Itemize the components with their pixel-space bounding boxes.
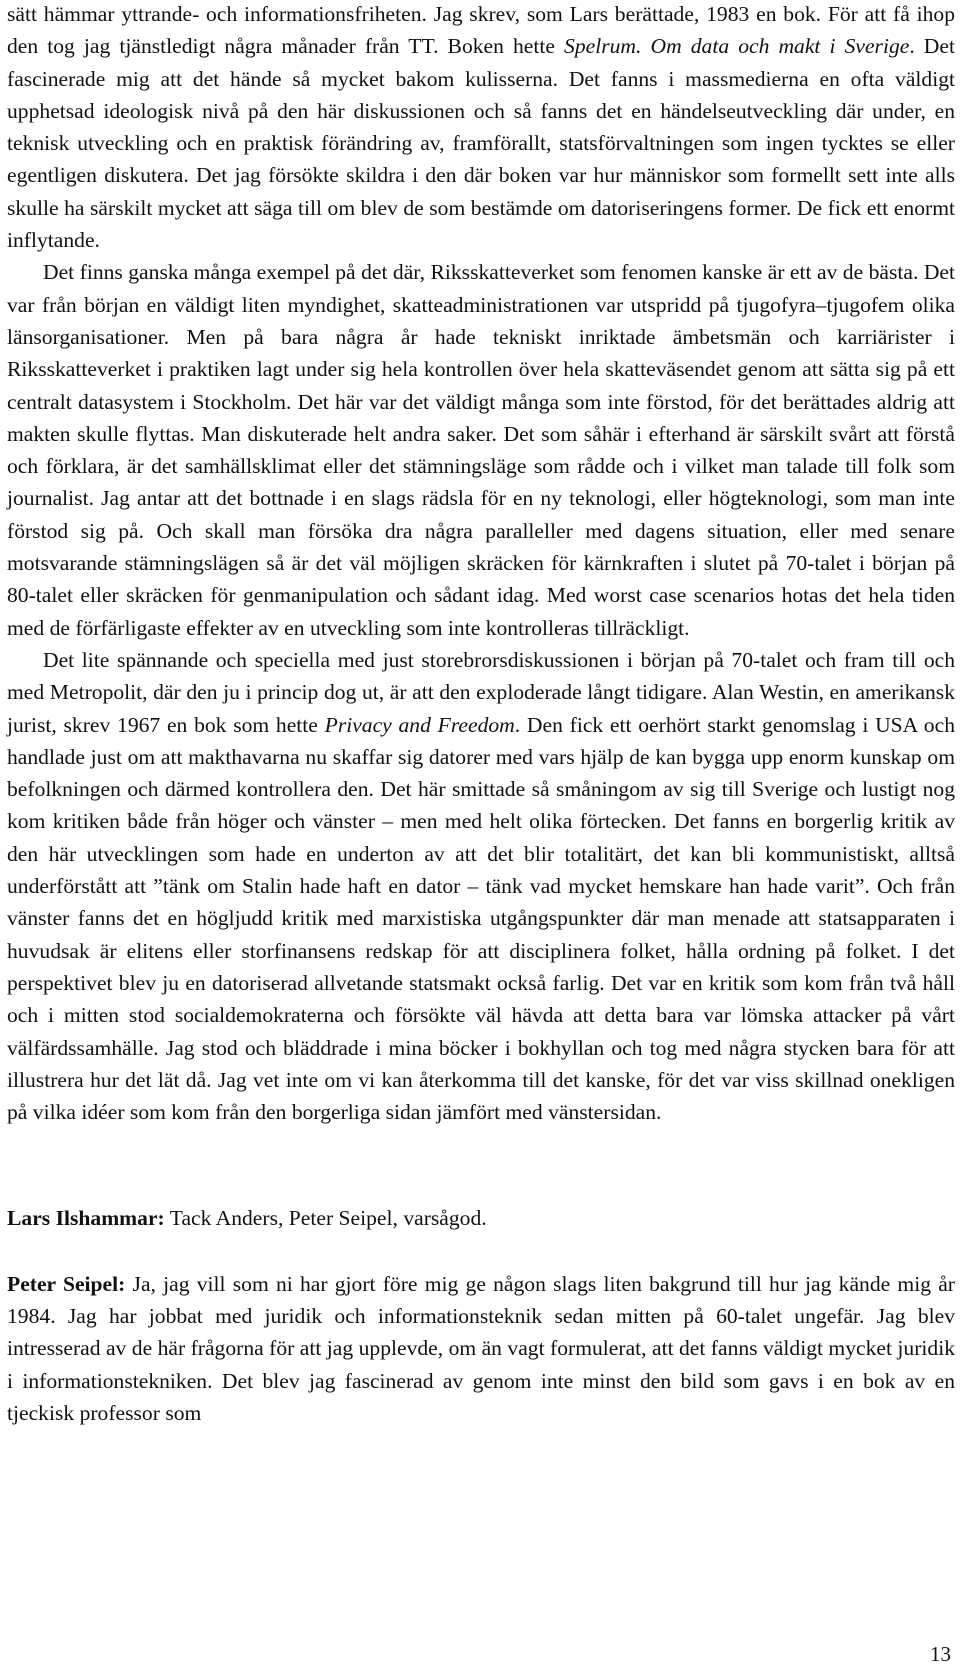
book-title-privacy-and-freedom: Privacy and Freedom — [324, 712, 515, 737]
paragraph-1-part-1: sätt hämmar yttrande- och informationsfriheten. Jag skrev, som Lars berättade, 1983 en bok. För att få ihop den tog jag tjänstledigt några månader från TT. Boken hette — [7, 2, 955, 59]
book-title-spelrum: Spelrum. Om data och makt i Sverige — [564, 34, 910, 59]
paragraph-1 — [7, 0, 955, 256]
speech-text: Ja, jag vill som ni har gjort före mig ge någon slags liten bakgrund till hur jag kände mig år 1984. Jag har jobbat med juridik och informationsteknik sedan mitten på 60-talet ungefär. Jag blev intresserad av de här frågorna för att jag upplevde, om än vagt formulerat, att det fanns väldigt mycket juridik i informationstekniken. Det blev jag fascinerad av genom inte minst den bild som gavs i en bok av en tjeckisk professor som — [7, 1271, 955, 1425]
document-page — [7, 0, 955, 1429]
speaker-name: Lars Ilshammar: — [7, 1206, 165, 1231]
speech-text: Tack Anders, Peter Seipel, varsågod. — [164, 1206, 487, 1231]
spacer — [7, 1128, 955, 1202]
speech-lars-ilshammar — [7, 1202, 955, 1234]
spacer — [7, 1235, 955, 1268]
paragraph-3-part-1: Det lite spännande och speciella med just storebrorsdiskussionen i början på 70-talet och fram till och med Metropolit, där den ju i princip dog ut, är att den exploderade långt tidigare. Alan Westin, en amerikansk jurist, skrev 1967 en bok som hette — [7, 647, 955, 737]
paragraph-3 — [7, 644, 955, 1128]
paragraph-2: Det finns ganska många exempel på det där, Riksskatteverket som fenomen kanske är ett av de bästa. Det var från början en väldigt liten myndighet, skatteadministrationen var utspridd på tjugofyra–tjugofem olika länsorganisationer. Men på bara några år hade tekniskt inriktade ämbetsmän och karriärister i Riksskatteverket i praktiken lagt under sig hela kontrollen över hela skatteväsendet genom att sätta sig på ett centralt datasystem i Stockholm. Det här var det väldigt många som inte förstod, för det berättades aldrig att makten skulle flyttas. Man diskuterade helt andra saker. Det som såhär i efterhand är särskilt svårt att förstå och förklara, är det samhällsklimat eller det stämningsläge som rådde och i vilket man talade till folk som journalist. Jag antar att det bottnade i en slags rädsla för en ny teknologi, eller högteknologi, som man inte förstod sig på. Och skall man försöka dra några paralleller med dagens situation, eller med senare motsvarande stämningslägen så är det väl möjligen skräcken för kärnkraften i slutet på 70-talet i början på 80-talet eller skräcken för genmanipulation och sådant idag. Med worst case scenarios hotas det hela tiden med de förfärligaste effekter av en utveckling som inte kontrolleras tillräckligt. — [7, 260, 955, 640]
page-number: 13 — [930, 1642, 951, 1666]
speaker-name: Peter Seipel: — [7, 1271, 126, 1296]
paragraph-3-part-2: . Den fick ett oerhört starkt genomslag i USA och handlade just om att makthavarna nu skaffar sig datorer med vars hjälp de kan bygga upp enorm kunskap om befolkningen och därmed kontrollera den. Det här smittade så småningom av sig till Sverige och lustigt nog kom kritiken både från höger och vänster – men med helt olika förtecken. Det fanns en borgerlig kritik av den här utvecklingen som hade en underton av att det blir totalitärt, det kan bli kommunistiskt, alltså underförstått att ”tänk om Stalin hade haft en dator – tänk vad mycket hemskare han hade varit”. Och från vänster fanns det en högljudd kritik med marxistiska utgångspunkter där man menade att statsapparaten i huvudsak är elitens eller storfinansens redskap för att disciplinera folket, hålla ordning på folket. I det perspektivet blev ju en datoriserad allvetande statsmakt också farlig. Det var en kritik som kom från två håll och i mitten stod socialdemokraterna och försökte väl hävda att detta bara var lömska attacker på vårt välfärdssamhälle. Jag stod och bläddrade i mina böcker i bokhyllan och tog med några stycken bara för att illustrera hur det lät då. Jag vet inte om vi kan återkomma till det kanske, för det var viss skillnad onekligen på vilka idéer som kom från den borgerliga sidan jämfört med vänstersidan. — [7, 712, 955, 1125]
speech-peter-seipel — [7, 1268, 955, 1429]
paragraph-1-part-2: . Det fascinerade mig att det hände så mycket bakom kulisserna. Det fanns i massmedierna en ofta väldigt upphetsad ideologisk nivå på den här diskussionen och så fanns det en händelseutveckling där under, en teknisk utveckling och en praktisk förändring av, framförallt, statsförvaltningen som ingen tycktes se eller egentligen diskutera. Det jag försökte skildra i den där boken var hur människor som formellt sett inte alls skulle ha särskilt mycket att säga till om blev de som bestämde om datoriseringens former. De fick ett enormt inflytande. — [7, 34, 955, 253]
